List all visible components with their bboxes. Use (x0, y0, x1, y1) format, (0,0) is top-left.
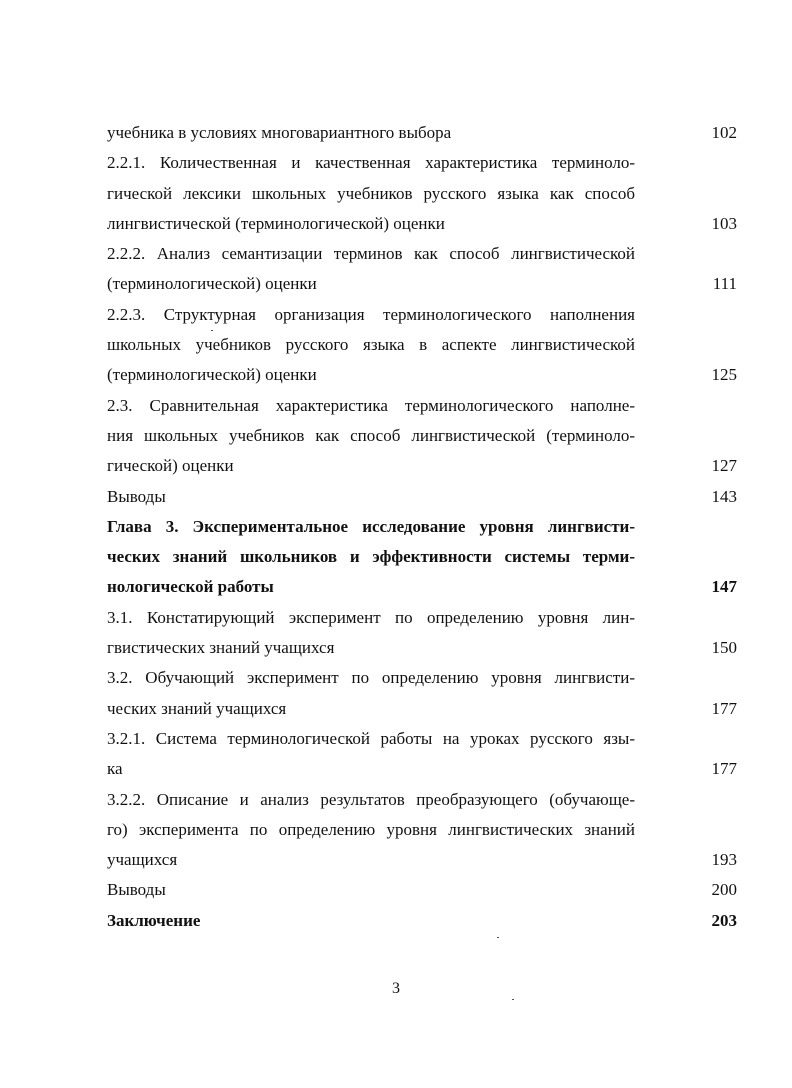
scan-speck (211, 330, 213, 331)
toc-entry-line: 3.2. Обучающий эксперимент по определению уровня лингвисти- (107, 668, 635, 688)
toc-entry-page-number: 150 (711, 638, 737, 658)
toc-entry (107, 663, 737, 724)
toc-entry-page-number: 147 (711, 577, 737, 597)
toc-entry-line: Глава 3. Экспериментальное исследование уровня лингвисти- (107, 516, 635, 536)
toc-entry-line: нологической работы (107, 577, 274, 597)
toc-entry (107, 118, 737, 148)
toc-entry-line: Заключение (107, 910, 201, 930)
toc-entry-line: 3.1. Констатирующий эксперимент по определению уровня лин- (107, 607, 635, 627)
page-number: 3 (392, 980, 400, 997)
toc-entry-line: ка (107, 759, 123, 779)
toc-entry-page-number: 193 (711, 850, 737, 870)
toc-entry (107, 785, 737, 876)
toc-entry (107, 724, 737, 785)
toc-entry-line: 2.3. Сравнительная характеристика терминологического наполне- (107, 395, 635, 415)
toc-entry-line: школьных учебников русского языка в аспекте лингвистической (107, 335, 635, 355)
toc-entry-title (107, 724, 635, 785)
toc-entry-page-number: 102 (711, 123, 737, 142)
toc-entry-title (107, 239, 635, 300)
toc-entry-line: Выводы (107, 486, 166, 506)
toc-entry-page-number: 103 (711, 213, 737, 233)
toc-entry-title (107, 906, 635, 936)
toc-entry-line: гической лексики школьных учебников русского языка как способ (107, 183, 635, 203)
toc-entry-line: лингвистической (терминологической) оценки (107, 213, 445, 233)
toc-entry-title (107, 482, 635, 512)
toc-entry-title (107, 663, 635, 724)
toc-entry-line: го) эксперимента по определению уровня лингвистических знаний (107, 819, 635, 839)
toc-entry-page-number: 177 (711, 698, 737, 718)
toc-entry-line: 3.2.2. Описание и анализ результатов преобразующего (обучающе- (107, 789, 635, 809)
toc-entry-page-number: 203 (711, 910, 737, 930)
toc-entry (107, 148, 737, 239)
toc-entry-line: Выводы (107, 880, 166, 900)
toc-entry-line: 2.2.2. Анализ семантизации терминов как способ лингвистической (107, 244, 635, 264)
toc-entry-page-number: 143 (711, 486, 737, 506)
toc-entry-line: (терминологической) оценки (107, 365, 317, 385)
toc-entry-line: ческих знаний учащихся (107, 698, 287, 718)
toc-entry-line: ния школьных учебников как способ лингвистической (терминоло- (107, 425, 635, 445)
toc-entry-title (107, 148, 635, 239)
toc-entry-line: учащихся (107, 850, 178, 870)
toc-entry-line: 2.2.3. Структурная организация терминологического наполнения (107, 304, 635, 324)
toc-entry (107, 603, 737, 664)
toc-entry-page-number: 125 (711, 365, 737, 385)
toc-entry-title (107, 300, 635, 391)
toc-entry (107, 512, 737, 603)
toc-entry-page-number: 177 (711, 759, 737, 779)
scan-speck (497, 937, 499, 938)
toc-entry-line: учебника в условиях многовариантного выбора (107, 123, 452, 142)
toc-entry-line: (терминологической) оценки (107, 274, 317, 294)
toc-entry (107, 391, 737, 482)
toc-entry-title (107, 603, 635, 664)
table-of-contents (107, 118, 737, 936)
toc-entry-line: 2.2.1. Количественная и качественная характеристика терминоло- (107, 153, 635, 173)
toc-entry-line: ческих знаний школьников и эффективности системы терми- (107, 547, 635, 567)
toc-entry-page-number: 111 (712, 274, 737, 294)
toc-entry-title (107, 512, 635, 603)
toc-entry (107, 906, 737, 936)
toc-entry-line: гвистических знаний учащихся (107, 638, 335, 658)
toc-entry (107, 482, 737, 512)
toc-entry (107, 875, 737, 905)
toc-entry-title (107, 785, 635, 876)
toc-entry-line: 3.2.1. Система терминологической работы на уроках русского язы- (107, 728, 635, 748)
toc-entry-title (107, 118, 635, 148)
scan-speck (512, 999, 514, 1000)
toc-entry-title (107, 391, 635, 482)
toc-entry-page-number: 127 (711, 456, 737, 476)
toc-entry-page-number: 200 (711, 880, 737, 900)
toc-entry-title (107, 875, 635, 905)
toc-entry-line: гической) оценки (107, 456, 234, 476)
toc-entry (107, 300, 737, 391)
toc-entry (107, 239, 737, 300)
